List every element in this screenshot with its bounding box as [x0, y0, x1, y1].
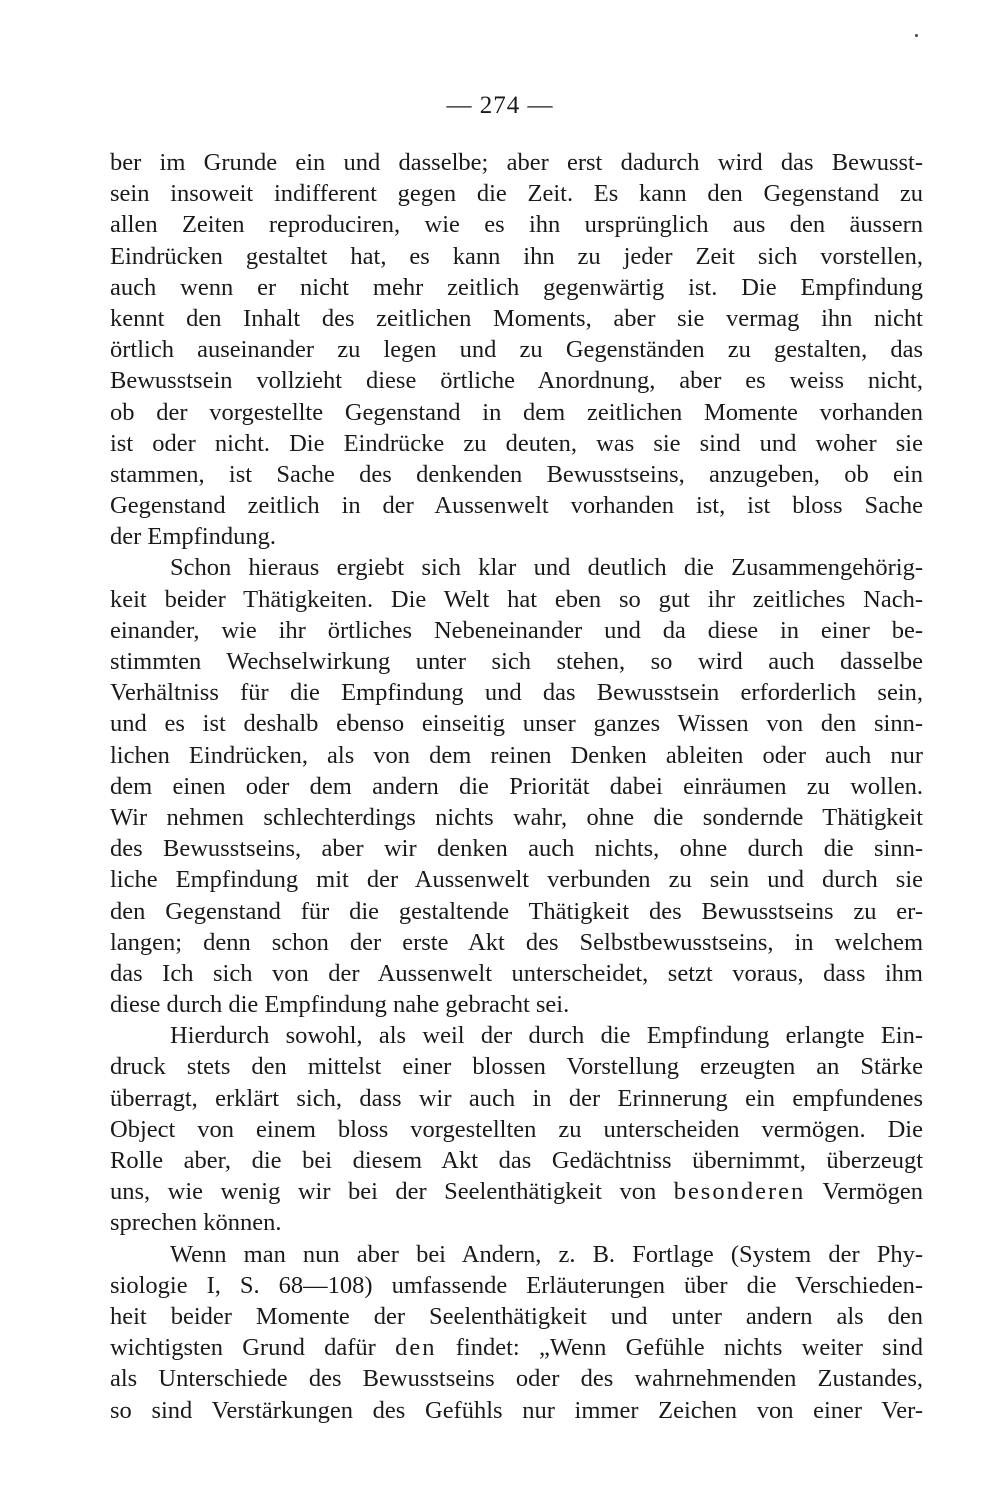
text-line: allen Zeiten reproduciren, wie es ihn ursprünglich aus den äussern — [110, 211, 923, 239]
text-line: Bewusstsein vollzieht diese örtliche Anordnung, aber es weiss nicht, — [110, 367, 923, 395]
text-line: Object von einem bloss vorgestellten zu unterscheiden vermögen. Die — [110, 1115, 923, 1143]
text-line: siologie I, S. 68—108) umfassende Erläuterungen über die Verschieden- — [110, 1271, 923, 1299]
text-segment: Vermögen — [822, 1178, 923, 1206]
text-line: ist oder nicht. Die Eindrücke zu deuten, was sie sind und woher sie — [110, 429, 923, 457]
text-line — [110, 1176, 923, 1207]
text-line: sprechen können. — [110, 1209, 282, 1237]
text-line: stimmten Wechselwirkung unter sich stehen, so wird auch dasselbe — [110, 648, 923, 675]
text-line: keit beider Thätigkeiten. Die Welt hat eben so gut ihr zeitliches Nach- — [110, 585, 923, 613]
text-line: überragt, erklärt sich, dass wir auch in der Erinnerung ein empfundenes — [110, 1084, 923, 1112]
text-line: sein insoweit indifferent gegen die Zeit. Es kann den Gegenstand zu — [110, 180, 923, 208]
text-line: kennt den Inhalt des zeitlichen Moments, aber sie vermag ihn nicht — [110, 304, 923, 332]
text-segment: findet: „Wenn Gefühle nichts weiter sind — [455, 1334, 923, 1362]
text-line: der Empfindung. — [110, 523, 277, 551]
text-line: so sind Verstärkungen des Gefühls nur immer Zeichen von einer Ver- — [110, 1396, 923, 1424]
text-line: den Gegenstand für die gestaltende Thätigkeit des Bewusstseins zu er- — [110, 897, 923, 925]
text-line: das Ich sich von der Aussenwelt unterscheidet, setzt voraus, dass ihm — [110, 959, 923, 987]
text-line: diese durch die Empfindung nahe gebracht sei. — [110, 991, 570, 1019]
text-line: stammen, ist Sache des denkenden Bewusstseins, anzugeben, ob ein — [110, 460, 923, 488]
text-line: als Unterschiede des Bewusstseins oder des wahrnehmenden Zustandes, — [110, 1365, 923, 1393]
text-line: ob der vorgestellte Gegenstand in dem zeitlichen Momente vorhanden — [110, 398, 923, 426]
text-segment: uns, wie wenig wir bei der Seelenthätigkeit von — [110, 1178, 657, 1206]
text-line: Schon hieraus ergiebt sich klar und deutlich die Zusammengehörig- — [170, 554, 923, 582]
text-line: Eindrücken gestaltet hat, es kann ihn zu jeder Zeit sich vorstellen, — [110, 242, 923, 270]
text-line: dem einen oder dem andern die Priorität dabei einräumen zu wollen. — [110, 772, 923, 800]
text-line: Wenn man nun aber bei Andern, z. B. Fortlage (System der Phy- — [170, 1240, 923, 1268]
text-line: und es ist deshalb ebenso einseitig unser ganzes Wissen von den sinn- — [110, 710, 923, 738]
text-line: heit beider Momente der Seelenthätigkeit und unter andern als den — [110, 1302, 923, 1330]
text-line: ber im Grunde ein und dasselbe; aber erst dadurch wird das Bewusst- — [110, 149, 923, 176]
text-line: Verhältniss für die Empfindung und das Bewusstsein erforderlich sein, — [110, 679, 923, 707]
text-line: einander, wie ihr örtliches Nebeneinander und da diese in einer be- — [110, 616, 923, 644]
emphasized-word: besonderen — [673, 1178, 806, 1206]
text-line: des Bewusstseins, aber wir denken auch nichts, ohne durch die sinn- — [110, 835, 923, 863]
body-text — [110, 147, 923, 1426]
text-line — [110, 1332, 923, 1363]
text-line: Wir nehmen schlechterdings nichts wahr, ohne die sondernde Thätigkeit — [110, 803, 923, 831]
text-line: örtlich auseinander zu legen und zu Gegenständen zu gestalten, das — [110, 336, 923, 364]
scan-speck — [915, 34, 918, 37]
text-line: lichen Eindrücken, als von dem reinen Denken ableiten oder auch nur — [110, 741, 923, 769]
emphasized-word: den — [395, 1334, 437, 1362]
text-line: druck stets den mittelst einer blossen Vorstellung erzeugten an Stärke — [110, 1053, 923, 1081]
text-line: Gegenstand zeitlich in der Aussenwelt vorhanden ist, ist bloss Sache — [110, 492, 923, 520]
page-number: — 274 — — [446, 92, 554, 119]
text-line: auch wenn er nicht mehr zeitlich gegenwärtig ist. Die Empfindung — [110, 273, 923, 301]
text-line: langen; denn schon der erste Akt des Selbstbewusstseins, in welchem — [110, 928, 923, 956]
text-line: Hierdurch sowohl, als weil der durch die Empfindung erlangte Ein- — [170, 1022, 923, 1050]
text-segment: wichtigsten Grund dafür — [110, 1334, 376, 1362]
text-line: Rolle aber, die bei diesem Akt das Gedächtniss übernimmt, überzeugt — [110, 1147, 923, 1174]
text-line: liche Empfindung mit der Aussenwelt verbunden zu sein und durch sie — [110, 866, 923, 894]
